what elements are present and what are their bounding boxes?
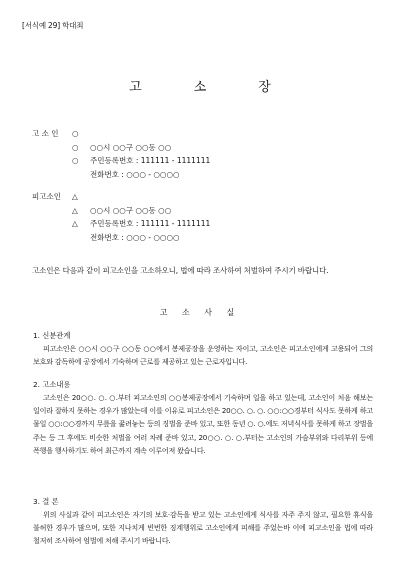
accused-label: 피고소인 <box>32 192 61 201</box>
section-heading: 2. 고소내용 <box>33 380 71 389</box>
document-title <box>0 76 400 95</box>
title-char: 소 <box>193 80 207 95</box>
form-tag: [서식예 29] 학대죄 <box>22 21 84 30</box>
accused-name: △ △ △ <box>72 192 81 228</box>
intro-text: 고소인은 다음과 같이 피고소인을 고소하오니, 법에 따라 조사하여 처벌하여 주시기 바랍니다. <box>32 266 329 275</box>
section-body: 피고소인은 ○○시 ○○구 ○○동 ○○에서 봉제공장을 운영하는 자이고, 고소인은 피고소인에게 고용되어 그의 보호와 감독하에 공장에서 기숙하며 근로를 제공하고 있는 근로자입니다. <box>33 344 373 367</box>
title-char: 장 <box>258 80 271 95</box>
section-body: 위의 사실과 같이 피고소인은 자기의 보호·감독을 받고 있는 고소인에게 식사를 자주 주지 않고, 필요한 휴식을 불허한 경우가 많으며, 또한 지나치게 빈번한 징계행위로 고소인에게 피해를 주었는바 이에 피고소인을 법에 따라 철저히 조사하여 엄벌에 처해 주시기 바랍니다. <box>33 510 373 546</box>
title-char: 고 <box>129 80 142 95</box>
complainant-phone: 전화번호 : ○○○ - ○○○○ <box>90 169 180 179</box>
section-heading: 3. 결 론 <box>33 497 59 506</box>
complainant-address: ○○시 ○○구 ○○동 ○○ <box>90 142 172 152</box>
accused-phone: 전화번호 : ○○○ - ○○○○ <box>90 232 180 242</box>
complainant-label: 고 소 인 <box>32 129 59 138</box>
complainant-id-number: 주민등록번호 : 111111 - 1111111 <box>90 156 211 165</box>
section-heading: 1. 신분관계 <box>33 331 71 340</box>
facts-title: 고 소 사 실 <box>159 308 241 317</box>
section-body: 고소인은 20○○. ○. ○.부터 피고소인의 ○○봉제공장에서 기숙하며 일을 하고 있는데, 고소인이 처음 해보는 일이라 잘하지 못하는 경우가 많았는데 이를 이유로 피고소인은 20○○. ○. ○. ○○:○○경부터 식사도 못하게 하고 물일 ○○:○○경까지 무릎을 꿇려놓는 등의 징벌을 준바 있고, 또한 동년 ○. ○.에도 저녁식사를 못하게 하고 장벌을 주는 등 그 후에도 비슷한 처벌을 여러 차례 준바 있고, 20○○. ○. ○.부터는 고소인의 가슴부위와 다리부위 등에 폭행을 행사하기도 하여 최근까지 계속 이루어져 왔습니다. <box>33 393 373 455</box>
complainant-name: ○ ○ ○ <box>72 129 82 165</box>
accused-id-number: 주민등록번호 : 111111 - 1111111 <box>90 219 211 228</box>
accused-address: ○○시 ○○구 ○○동 ○○ <box>90 205 172 215</box>
